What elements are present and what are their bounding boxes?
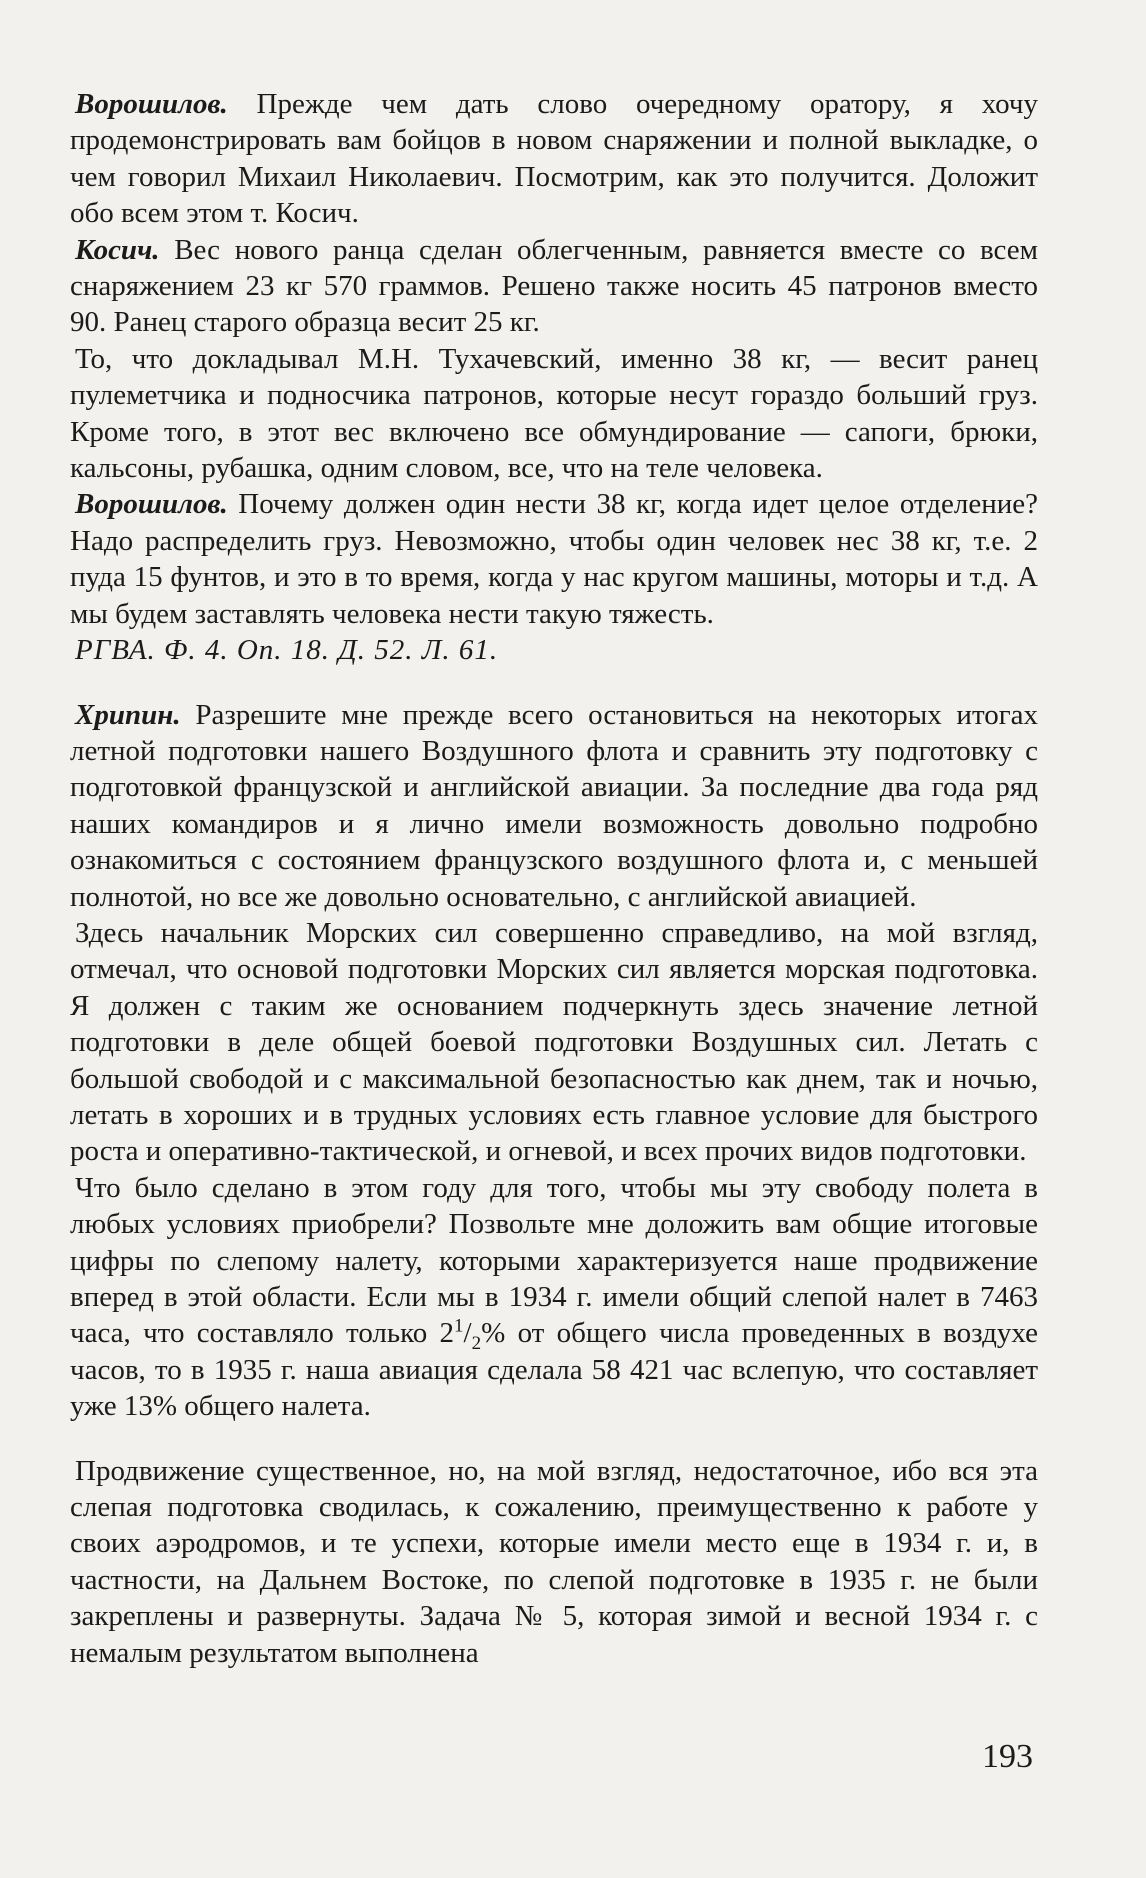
speaker-name: Ворошилов.	[75, 88, 228, 120]
paragraph-text: Продвижение существенное, но, на мой взгляд, недостаточное, ибо вся эта слепая подготовка сводилась, к сожалению, преимущественно к работе у своих аэродромов, и те успехи, которые имели место еще в 1934 г. и, в частности, на Дальнем Востоке, по слепой подготовке в 1935 г. не были закреплены и развернуты. Задача № 5, которая зимой и весной 1934 г. с немалым результатом выполнена	[70, 1454, 1038, 1669]
paragraph-text: Что было сделано в этом году для того, чтобы мы эту свободу полета в любых условиях приобрели? Позвольте мне доложить вам общие итоговые цифры по слепому налету, которыми характеризуется наше продвижение вперед в этой области. Если мы в 1934 г. имели общий слепой налет в 7463 часа, что составляло только 2	[70, 1171, 1038, 1350]
paragraph-text: Здесь начальник Морских сил совершенно справедливо, на мой взгляд, отмечал, что основой подготовки Морских сил является морская подготовка. Я должен с таким же основанием подчеркнуть здесь значение летной подготовки в деле общей боевой подготовки Воздушных сил. Летать с большой свободой и с максимальной безопасностью как днем, так и ночью, летать в хороших и в трудных условиях есть главное условие для быстрого роста и оперативно-тактической, и огневой, и всех прочих видов подготовки.	[70, 916, 1038, 1168]
paragraph-voroshilov-2	[70, 486, 1038, 632]
paragraph-text: Вес нового ранца сделан облегченным, равняется вместе со всем снаряжением 23 кг 570 граммов. Решено также носить 45 патронов вместо 90. Ранец старого образца весит 25 кг.	[70, 233, 1038, 339]
fraction-slash: /	[463, 1317, 472, 1350]
page-text-body	[70, 86, 1038, 1671]
paragraph-text: Прежде чем дать слово очередному оратору, я хочу продемонстрировать вам бойцов в новом снаряжении и полной выкладке, о чем говорил Михаил Николаевич. Посмотрим, как это получится. Доложит обо всем этом т. Косич.	[70, 88, 1038, 230]
paragraph-text: Разрешите мне прежде всего остановиться на некоторых итогах летной подготовки нашего Воздушного флота и сравнить эту подготовку с подготовкой французской и английской авиации. За последние два года ряд наших командиров и я лично имели возможность довольно подробно ознакомиться с состоянием французского воздушного флота и, с меньшей полнотой, но все же довольно основательно, с английской авиацией.	[70, 698, 1039, 913]
paragraph-khripin-3	[70, 1170, 1038, 1425]
paragraph-khripin-2	[70, 915, 1038, 1170]
paragraph-text: % от общего числа проведенных в воздухе часов, то в 1935 г. наша авиация сделала 58 421 час вслепую, что составляет уже 13% общего налета.	[70, 1317, 1038, 1423]
paragraph-kosich-continued	[70, 341, 1038, 487]
paragraph-kosich	[70, 232, 1038, 341]
archive-reference: РГВА. Ф. 4. Оп. 18. Д. 52. Л. 61.	[75, 634, 499, 667]
paragraph-text: То, что докладывал М.Н. Тухачевский, именно 38 кг, — весит ранец пулеметчика и подносчика патронов, которые несут гораздо больший груз. Кроме того, в этот вес включено все обмундирование — сапоги, брюки, кальсоны, рубашка, одним словом, все, что на теле человека.	[70, 342, 1038, 485]
fraction-numerator: 1	[454, 1315, 464, 1337]
speaker-name: Ворошилов.	[75, 488, 228, 521]
paragraph-text: Почему должен один нести 38 кг, когда идет целое отделение? Надо распределить груз. Невозможно, чтобы один человек нес 38 кг, т.е. 2 пуда 15 фунтов, и это в то время, когда у нас кругом машины, моторы и т.д. А мы будем заставлять человека нести такую тяжесть.	[70, 488, 1038, 630]
speaker-name: Косич.	[75, 233, 160, 266]
paragraph-khripin-4	[70, 1453, 1038, 1671]
paragraph-voroshilov-1	[70, 86, 1038, 232]
speaker-name: Хрипин.	[75, 698, 181, 731]
fraction-denominator: 2	[471, 1333, 482, 1355]
paragraph-khripin-1	[70, 697, 1038, 915]
page-number: 193	[982, 1738, 1033, 1775]
